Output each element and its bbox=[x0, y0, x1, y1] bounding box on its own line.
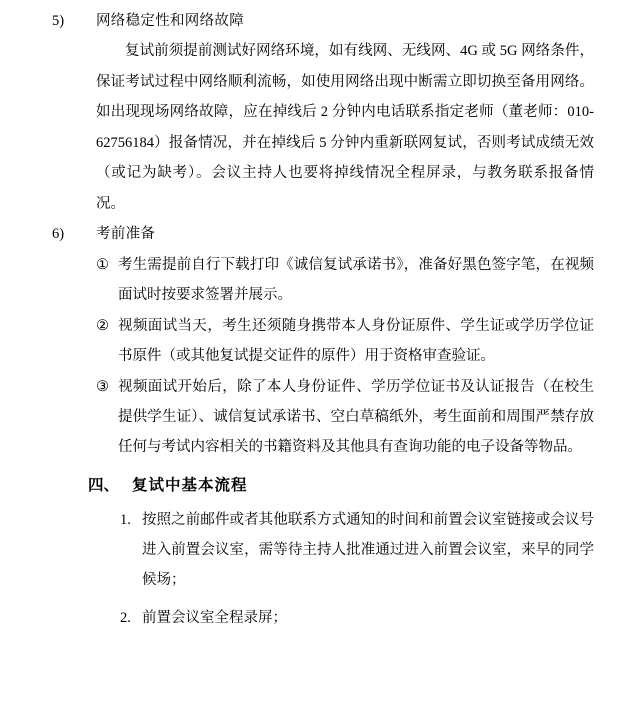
list-marker: ② bbox=[96, 318, 109, 334]
list-item-text: 网络稳定性和网络故障 bbox=[96, 13, 244, 29]
list-item bbox=[120, 603, 594, 633]
list-marker: 5) bbox=[52, 13, 65, 29]
list-item bbox=[96, 372, 594, 462]
section-number: 四、 bbox=[88, 477, 120, 494]
list-item bbox=[120, 505, 594, 595]
spacer bbox=[52, 595, 594, 601]
list-item-text: 按照之前邮件或者其他联系方式通知的时间和前置会议室链接或会议号进入前置会议室，需等待主持人批准通过进入前置会议室，来早的同学候场； bbox=[142, 512, 594, 588]
section-heading bbox=[88, 469, 594, 503]
list-marker: 2. bbox=[120, 610, 131, 626]
list-item-text: 前置会议室全程录屏； bbox=[142, 610, 287, 626]
list-item bbox=[96, 311, 594, 371]
list-item-text: 考前准备 bbox=[96, 226, 156, 242]
list-item-text: 视频面试当天，考生还须随身携带本人身份证原件、学生证或学历学位证书原件（或其他复试提交证件的原件）用于资格审查验证。 bbox=[118, 318, 594, 364]
list-marker: 6) bbox=[52, 226, 65, 242]
list-item bbox=[52, 219, 594, 249]
list-item-text: 考生需提前自行下载打印《诚信复试承诺书》，准备好黑色签字笔，在视频面试时按要求签署并展示。 bbox=[118, 257, 594, 303]
paragraph: 复试前须提前测试好网络环境，如有线网、无线网、4G 或 5G 网络条件，保证考试过程中网络顺利流畅，如使用网络出现中断需立即切换至备用网络。如出现现场网络故障，应在掉线后 2 分钟内电话联系指定老师（董老师：010-62756184）报备情况，并在掉线后 5 分钟内重新联网复试，否则考试成绩无效（或记为缺考）。会议主持人也要将掉线情况全程屏录，与教务联系报备情况。 bbox=[96, 43, 594, 212]
list-marker: 1. bbox=[120, 512, 131, 528]
list-item bbox=[96, 250, 594, 310]
list-marker: ① bbox=[96, 257, 109, 273]
list-item bbox=[52, 6, 594, 36]
section-title: 复试中基本流程 bbox=[132, 477, 248, 494]
list-marker: ③ bbox=[96, 379, 109, 395]
list-item-text: 视频面试开始后，除了本人身份证件、学历学位证书及认证报告（在校生提供学生证）、诚信复试承诺书、空白草稿纸外，考生面前和周围严禁存放任何与考试内容相关的书籍资料及其他具有查询功能的电子设备等物品。 bbox=[118, 379, 594, 455]
